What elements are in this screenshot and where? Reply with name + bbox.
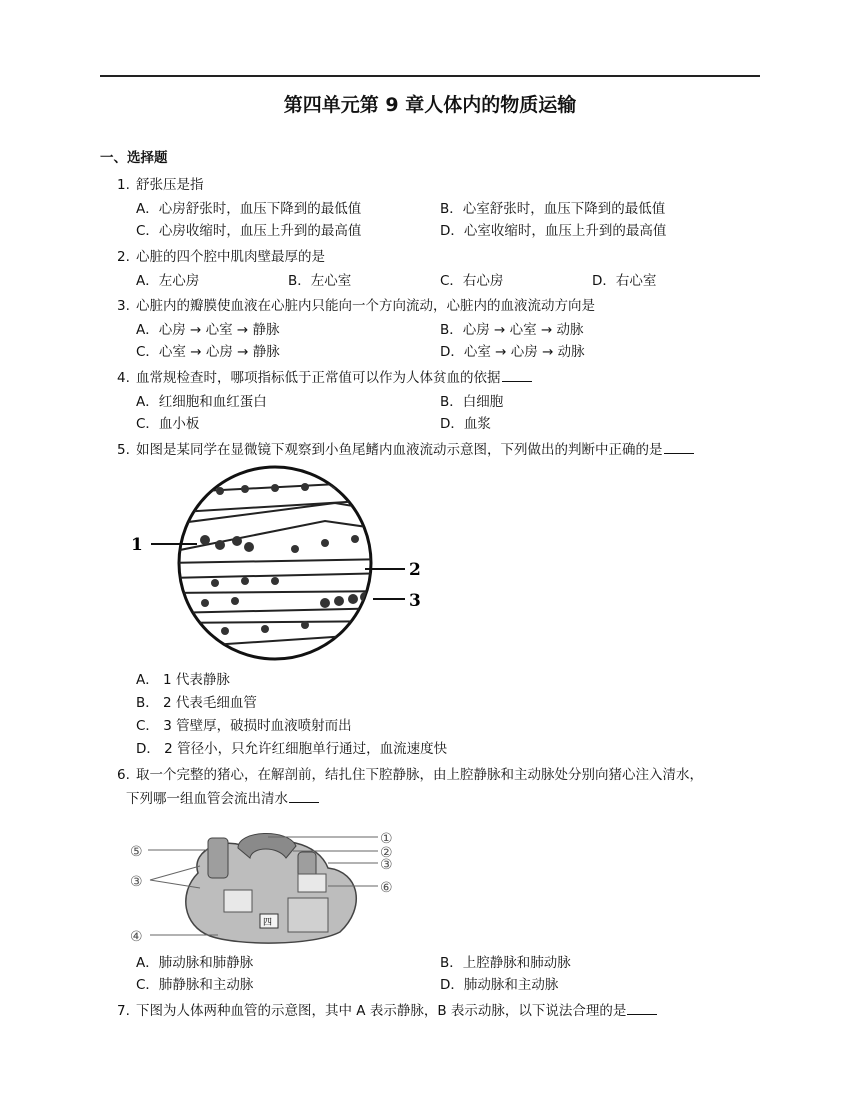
option-b[interactable]: B．上腔静脉和肺动脉 <box>440 955 571 971</box>
figure-label-chamber: 四 <box>263 918 273 928</box>
answer-blank[interactable] <box>627 1000 657 1015</box>
answer-blank[interactable] <box>664 439 694 454</box>
option-c[interactable]: C．右心房 <box>440 273 504 289</box>
question-text: 血常规检查时，哪项指标低于正常值可以作为人体贫血的依据 <box>136 370 501 386</box>
figure-label-1: 1 <box>131 535 143 555</box>
option-c[interactable]: C．心室 → 心房 → 静脉 <box>136 344 280 360</box>
question-1 <box>117 173 204 197</box>
option-c[interactable]: C． 3 管壁厚，破损时血液喷射而出 <box>136 718 352 734</box>
section-heading: 一、选择题 <box>100 150 168 166</box>
question-number: 3. <box>117 298 130 314</box>
figure-label-2: 2 <box>409 560 421 580</box>
figure-label-2: ② <box>380 845 393 861</box>
option-d[interactable]: D．心室收缩时，血压上升到的最高值 <box>440 223 667 239</box>
option-a[interactable]: A．左心房 <box>136 273 200 289</box>
question-number: 2. <box>117 249 130 265</box>
question-number: 1. <box>117 177 130 193</box>
answer-blank[interactable] <box>289 788 319 803</box>
figure-label-5: ⑤ <box>130 844 143 860</box>
option-d[interactable]: D．心室 → 心房 → 动脉 <box>440 344 585 360</box>
option-a[interactable]: A．心房舒张时，血压下降到的最低值 <box>136 201 362 217</box>
option-d[interactable]: D．血浆 <box>440 416 491 432</box>
question-text-continued: 下列哪一组血管会流出清水 <box>126 791 288 807</box>
option-a[interactable]: A．红细胞和血红蛋白 <box>136 394 267 410</box>
answer-blank[interactable] <box>502 367 532 382</box>
option-a[interactable]: A．肺动脉和肺静脉 <box>136 955 254 971</box>
question-text: 如图是某同学在显微镜下观察到小鱼尾鳍内血液流动示意图，下列做出的判断中正确的是 <box>136 442 663 458</box>
figure-label-1: ① <box>380 831 393 847</box>
question-3 <box>117 294 595 318</box>
question-number: 7. <box>117 1003 130 1019</box>
figure-label-6: ⑥ <box>380 880 393 896</box>
question-number: 6. <box>117 767 130 783</box>
question-text: 取一个完整的猪心，在解剖前，结扎住下腔静脉，由上腔静脉和主动脉处分别向猪心注入清水， <box>136 767 703 783</box>
option-a[interactable]: A． 1 代表静脉 <box>136 672 230 688</box>
option-b[interactable]: B．心室舒张时，血压下降到的最低值 <box>440 201 666 217</box>
option-a[interactable]: A．心房 → 心室 → 静脉 <box>136 322 280 338</box>
figure-label-4: ④ <box>130 929 143 945</box>
question-2 <box>117 245 325 269</box>
question-number: 4. <box>117 370 130 386</box>
option-b[interactable]: B．左心室 <box>288 273 352 289</box>
question-4 <box>117 366 532 390</box>
figure-label-3: 3 <box>409 591 421 611</box>
fish-tail-blood-flow-figure <box>125 463 435 663</box>
question-6-continued <box>126 787 319 811</box>
page-title: 第四单元第 9 章人体内的物质运输 <box>283 94 577 116</box>
question-6 <box>117 763 703 787</box>
question-text: 舒张压是指 <box>136 177 204 193</box>
question-5 <box>117 438 694 462</box>
figure-label-3-left: ③ <box>130 874 143 890</box>
option-b[interactable]: B．白细胞 <box>440 394 504 410</box>
question-text: 心脏内的瓣膜使血液在心脏内只能向一个方向流动，心脏内的血液流动方向是 <box>136 298 595 314</box>
option-c[interactable]: C．肺静脉和主动脉 <box>136 977 254 993</box>
option-c[interactable]: C．血小板 <box>136 416 200 432</box>
option-c[interactable]: C．心房收缩时，血压上升到的最高值 <box>136 223 362 239</box>
question-text: 下图为人体两种血管的示意图，其中 A 表示静脉，B 表示动脉，以下说法合理的是 <box>136 1003 627 1019</box>
option-d[interactable]: D．肺动脉和主动脉 <box>440 977 559 993</box>
option-d[interactable]: D．右心室 <box>592 273 657 289</box>
option-d[interactable]: D． 2 管径小，只允许红细胞单行通过，血流速度快 <box>136 741 448 757</box>
option-b[interactable]: B．心房 → 心室 → 动脉 <box>440 322 584 338</box>
question-7 <box>117 999 657 1023</box>
figure-label-3-right: ③ <box>380 857 393 873</box>
option-b[interactable]: B． 2 代表毛细血管 <box>136 695 257 711</box>
question-text: 心脏的四个腔中肌肉壁最厚的是 <box>136 249 325 265</box>
top-rule <box>100 75 760 77</box>
heart-figure <box>128 828 408 946</box>
question-number: 5. <box>117 442 130 458</box>
